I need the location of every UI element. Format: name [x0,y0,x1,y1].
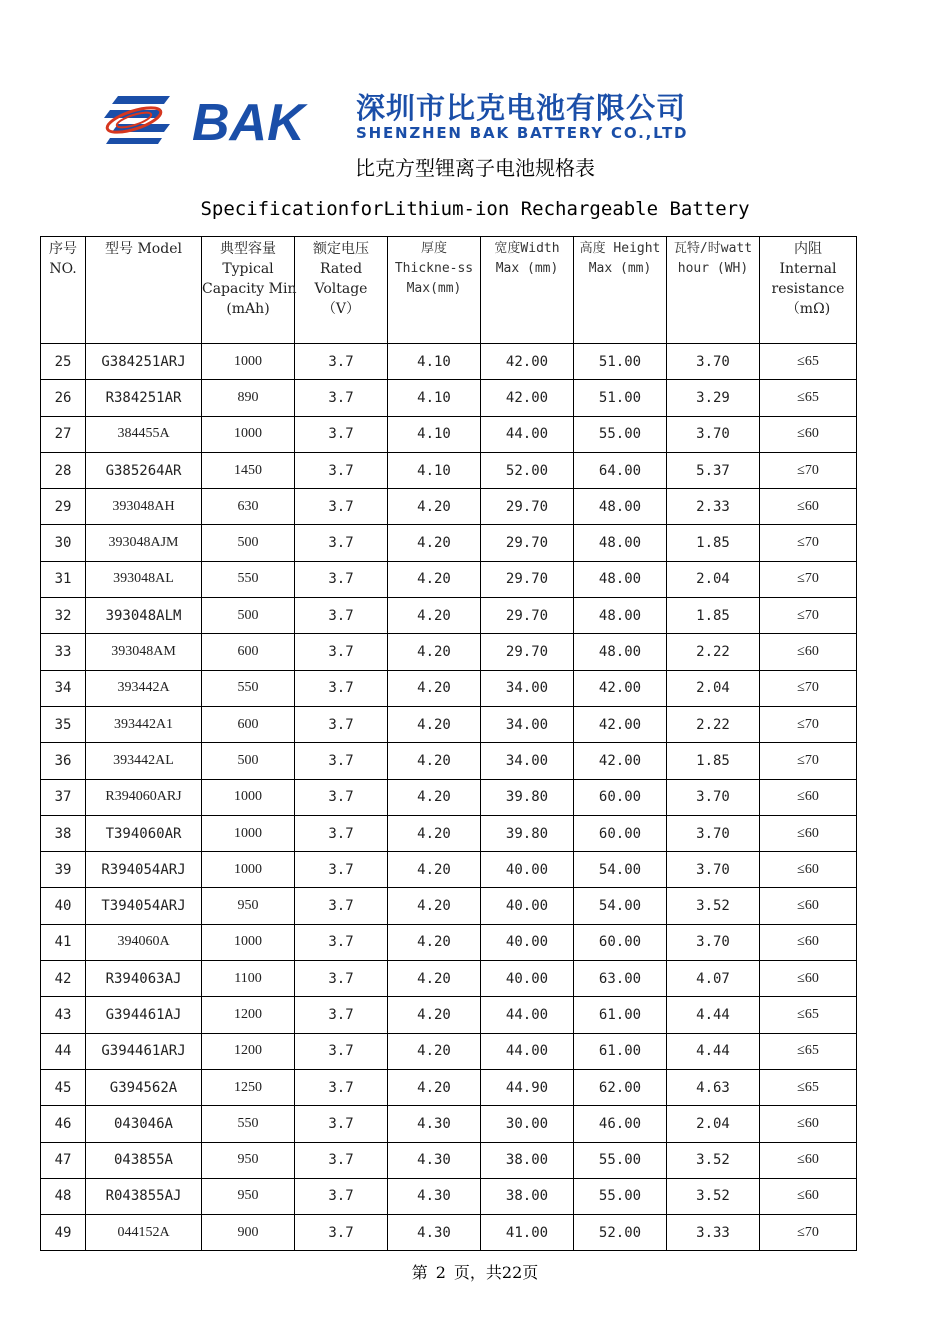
table-cell: 42.00 [574,706,667,742]
column-header-line: Max (mm) [495,261,559,276]
table-cell: ≤70 [760,561,857,597]
table-row [41,1106,857,1142]
table-cell: 3.7 [295,706,388,742]
table-cell: 4.20 [388,489,481,525]
table-cell: 4.30 [388,1178,481,1214]
table-cell: 2.22 [667,706,760,742]
table-cell: 4.20 [388,961,481,997]
table-cell: 4.30 [388,1142,481,1178]
table-cell: 900 [202,1215,295,1251]
table-row [41,1178,857,1214]
table-cell: 3.7 [295,344,388,380]
table-cell: 1.85 [667,525,760,561]
table-cell: 3.7 [295,489,388,525]
company-name-en: SHENZHEN BAK BATTERY CO.,LTD [356,124,689,142]
table-cell: 4.10 [388,416,481,452]
table-cell: 34.00 [481,670,574,706]
table-cell: 34.00 [481,706,574,742]
table-cell: ≤65 [760,380,857,416]
table-cell: 4.20 [388,1069,481,1105]
table-cell: 51.00 [574,344,667,380]
table-cell: 40.00 [481,961,574,997]
table-cell: 1250 [202,1069,295,1105]
table-cell: T394060AR [86,815,202,851]
table-cell: 4.30 [388,1215,481,1251]
table-cell: T394054ARJ [86,888,202,924]
table-cell: 4.20 [388,670,481,706]
table-row [41,1069,857,1105]
table-cell: 3.52 [667,1178,760,1214]
table-cell: 393048AJM [86,525,202,561]
table-cell: 4.20 [388,924,481,960]
table-cell: 49 [41,1215,86,1251]
table-cell: 55.00 [574,416,667,452]
table-cell: 60.00 [574,779,667,815]
table-cell: 3.7 [295,779,388,815]
table-cell: 1000 [202,779,295,815]
table-cell: 27 [41,416,86,452]
table-row [41,997,857,1033]
table-cell: G394461ARJ [86,1033,202,1069]
company-name-cn: 深圳市比克电池有限公司 [356,91,687,125]
table-cell: R394054ARJ [86,852,202,888]
table-cell: ≤60 [760,888,857,924]
table-cell: 48.00 [574,634,667,670]
table-cell: 950 [202,1178,295,1214]
table-cell: 3.33 [667,1215,760,1251]
table-row [41,525,857,561]
footer-page-number: 2 [435,1263,446,1282]
table-cell: 62.00 [574,1069,667,1105]
table-cell: 39.80 [481,779,574,815]
table-cell: 60.00 [574,924,667,960]
table-cell: 38.00 [481,1178,574,1214]
column-header-4 [388,237,481,344]
table-cell: 48.00 [574,525,667,561]
table-cell: 384455A [86,416,202,452]
table-cell: 3.7 [295,852,388,888]
table-cell: 1200 [202,997,295,1033]
table-cell: 1000 [202,815,295,851]
table-cell: G385264AR [86,452,202,488]
table-cell: ≤60 [760,1106,857,1142]
footer-prefix: 第 [411,1263,428,1282]
table-cell: 42.00 [481,380,574,416]
table-cell: 42.00 [574,670,667,706]
column-header-line: hour (WH) [677,261,749,276]
table-cell: 3.7 [295,1106,388,1142]
table-cell: 393442A [86,670,202,706]
table-cell: 43 [41,997,86,1033]
table-cell: 3.7 [295,634,388,670]
table-cell: 38.00 [481,1142,574,1178]
table-cell: 3.70 [667,344,760,380]
table-cell: 3.70 [667,815,760,851]
table-cell: 950 [202,888,295,924]
table-cell: ≤65 [760,1069,857,1105]
table-row [41,561,857,597]
table-cell: G394562A [86,1069,202,1105]
table-cell: R394060ARJ [86,779,202,815]
table-cell: 500 [202,525,295,561]
table-cell: 4.20 [388,525,481,561]
table-cell: 39.80 [481,815,574,851]
column-header-line: (mAh) [226,301,270,317]
table-cell: 40 [41,888,86,924]
document-title-en: SpecificationforLithium-ion Rechargeable Battery [200,198,750,220]
table-cell: 1.85 [667,743,760,779]
table-cell: 52.00 [574,1215,667,1251]
table-cell: 3.7 [295,815,388,851]
table-cell: ≤65 [760,344,857,380]
page-footer [0,1262,950,1284]
column-header-line: （mΩ) [785,301,831,317]
table-cell: 3.70 [667,924,760,960]
table-cell: 3.70 [667,779,760,815]
table-cell: 51.00 [574,380,667,416]
table-cell: 4.44 [667,1033,760,1069]
table-cell: 61.00 [574,997,667,1033]
column-header-6 [574,237,667,344]
table-cell: 44.00 [481,997,574,1033]
column-header-line: 高度 Height [579,241,661,256]
table-cell: 3.70 [667,852,760,888]
table-cell: 3.7 [295,1142,388,1178]
table-cell: 3.7 [295,997,388,1033]
table-cell: 3.7 [295,1178,388,1214]
table-cell: 25 [41,344,86,380]
column-header-line: Voltage [314,281,368,297]
table-cell: ≤70 [760,1215,857,1251]
column-header-5 [481,237,574,344]
table-cell: 3.7 [295,561,388,597]
table-cell: 043855A [86,1142,202,1178]
table-cell: ≤60 [760,489,857,525]
table-row [41,779,857,815]
table-cell: 29 [41,489,86,525]
table-cell: 1.85 [667,598,760,634]
table-cell: 4.07 [667,961,760,997]
table-body [41,344,857,1251]
table-cell: 550 [202,670,295,706]
table-cell: ≤70 [760,598,857,634]
column-header-8 [760,237,857,344]
table-row [41,1142,857,1178]
column-header-line: Max (mm) [588,261,652,276]
column-header-line: Typical [222,261,274,277]
table-cell: ≤60 [760,1178,857,1214]
table-cell: ≤70 [760,452,857,488]
table-cell: 35 [41,706,86,742]
table-cell: 48 [41,1178,86,1214]
table-cell: 55.00 [574,1178,667,1214]
table-cell: R384251AR [86,380,202,416]
table-cell: 1100 [202,961,295,997]
table-row [41,344,857,380]
table-cell: 3.7 [295,452,388,488]
table-cell: 45 [41,1069,86,1105]
table-cell: 3.52 [667,888,760,924]
table-cell: 600 [202,634,295,670]
table-cell: ≤70 [760,706,857,742]
table-cell: 61.00 [574,1033,667,1069]
table-cell: 5.37 [667,452,760,488]
table-row [41,489,857,525]
table-cell: 393048AH [86,489,202,525]
table-cell: 2.33 [667,489,760,525]
table-cell: 46 [41,1106,86,1142]
table-row [41,1033,857,1069]
table-cell: 3.7 [295,743,388,779]
table-row [41,452,857,488]
table-cell: 3.52 [667,1142,760,1178]
table-cell: 4.20 [388,852,481,888]
table-cell: 3.70 [667,416,760,452]
table-cell: 1000 [202,416,295,452]
table-cell: 29.70 [481,561,574,597]
table-cell: 4.10 [388,452,481,488]
column-header-line: Internal [779,261,837,277]
table-cell: 38 [41,815,86,851]
table-cell: 41 [41,924,86,960]
table-cell: 32 [41,598,86,634]
table-cell: 4.30 [388,1106,481,1142]
footer-suffix: 页，共22页 [453,1263,539,1282]
column-header-line: Rated [319,261,363,277]
table-cell: R394063AJ [86,961,202,997]
table-cell: 1000 [202,344,295,380]
table-cell: ≤60 [760,961,857,997]
table-cell: 393048AM [86,634,202,670]
column-header-2 [202,237,295,344]
table-cell: 4.20 [388,888,481,924]
table-cell: 600 [202,706,295,742]
column-header-line: 厚度 [420,241,447,256]
table-cell: 3.7 [295,1215,388,1251]
table-row [41,598,857,634]
table-row [41,380,857,416]
bak-logo [100,90,330,146]
table-cell: 550 [202,561,295,597]
table-cell: 4.20 [388,779,481,815]
table-cell: 4.20 [388,743,481,779]
table-cell: ≤60 [760,852,857,888]
column-header-line: 宽度Width [494,241,560,256]
table-cell: 4.20 [388,1033,481,1069]
letterhead [0,88,950,148]
table-cell: 3.7 [295,598,388,634]
bak-logo-text: BAK [192,94,305,146]
table-cell: 950 [202,1142,295,1178]
table-cell: 40.00 [481,852,574,888]
table-cell: 3.7 [295,961,388,997]
table-cell: 393442A1 [86,706,202,742]
column-header-1 [86,237,202,344]
table-cell: 4.20 [388,997,481,1033]
table-cell: 60.00 [574,815,667,851]
table-cell: ≤60 [760,924,857,960]
table-row [41,706,857,742]
table-cell: 500 [202,743,295,779]
column-header-7 [667,237,760,344]
table-cell: 47 [41,1142,86,1178]
table-cell: 48.00 [574,489,667,525]
table-cell: ≤70 [760,670,857,706]
table-cell: 4.20 [388,561,481,597]
table-cell: 3.7 [295,525,388,561]
column-header-line: 内阻 [794,241,822,257]
column-header-3 [295,237,388,344]
table-cell: 550 [202,1106,295,1142]
table-row [41,670,857,706]
table-cell: 33 [41,634,86,670]
table-cell: 40.00 [481,924,574,960]
column-header-line: Max(mm) [406,281,462,296]
table-cell: 393048AL [86,561,202,597]
table-cell: 4.44 [667,997,760,1033]
table-cell: 54.00 [574,888,667,924]
table-cell: 2.04 [667,1106,760,1142]
table-cell: 630 [202,489,295,525]
table-cell: 29.70 [481,634,574,670]
column-header-line: （V） [321,301,361,317]
table-cell: 1000 [202,924,295,960]
table-cell: 3.7 [295,924,388,960]
table-cell: 39 [41,852,86,888]
table-row [41,961,857,997]
table-cell: 48.00 [574,598,667,634]
table-cell: 44.00 [481,416,574,452]
column-header-line: Thickne-ss [394,261,474,276]
table-cell: 30 [41,525,86,561]
table-cell: 34.00 [481,743,574,779]
table-cell: 4.20 [388,706,481,742]
column-header-line: 典型容量 [220,241,276,257]
table-row [41,815,857,851]
column-header-line: 序号 [49,241,77,257]
column-header-line: NO. [49,261,77,277]
table-row [41,743,857,779]
table-cell: 42 [41,961,86,997]
table-cell: 42.00 [481,344,574,380]
table-cell: 44.00 [481,1033,574,1069]
table-cell: 3.29 [667,380,760,416]
table-cell: 3.7 [295,670,388,706]
table-cell: ≤60 [760,815,857,851]
table-cell: 29.70 [481,489,574,525]
table-cell: 2.04 [667,561,760,597]
table-cell: ≤60 [760,779,857,815]
table-cell: 41.00 [481,1215,574,1251]
specification-table [40,236,857,1251]
table-cell: 29.70 [481,525,574,561]
table-cell: 64.00 [574,452,667,488]
table-cell: 28 [41,452,86,488]
table-cell: 37 [41,779,86,815]
table-cell: 46.00 [574,1106,667,1142]
table-row [41,1215,857,1251]
table-cell: 4.20 [388,598,481,634]
table-cell: 043046A [86,1106,202,1142]
table-row [41,634,857,670]
table-cell: 1000 [202,852,295,888]
table-cell: 044152A [86,1215,202,1251]
table-cell: 44.90 [481,1069,574,1105]
table-row [41,924,857,960]
table-cell: 42.00 [574,743,667,779]
table-cell: 393048ALM [86,598,202,634]
table-cell: 394060A [86,924,202,960]
column-header-line: resistance [771,281,845,297]
table-cell: R043855AJ [86,1178,202,1214]
table-cell: 31 [41,561,86,597]
table-cell: 4.20 [388,634,481,670]
table-cell: 890 [202,380,295,416]
table-cell: 2.22 [667,634,760,670]
column-header-line: 额定电压 [313,241,369,257]
column-header-line: Capacity Min [202,281,297,297]
table-cell: 63.00 [574,961,667,997]
table-cell: ≤65 [760,1033,857,1069]
table-cell: 1200 [202,1033,295,1069]
table-cell: 4.20 [388,815,481,851]
bak-emblem-icon [104,96,170,144]
table-cell: 1450 [202,452,295,488]
table-cell: 54.00 [574,852,667,888]
table-cell: 3.7 [295,1033,388,1069]
table-cell: 3.7 [295,416,388,452]
table-row [41,416,857,452]
column-header-line: 瓦特/时watt [673,241,753,256]
document-title-cn: 比克方型锂离子电池规格表 [355,156,595,180]
table-cell: ≤70 [760,743,857,779]
column-header-line: 型号 Model [105,241,182,257]
table-cell: 4.10 [388,380,481,416]
table-cell: 2.04 [667,670,760,706]
table-cell: 4.10 [388,344,481,380]
table-row [41,852,857,888]
table-cell: 48.00 [574,561,667,597]
table-header-row [41,237,857,344]
table-cell: 4.63 [667,1069,760,1105]
table-cell: G394461AJ [86,997,202,1033]
table-cell: 52.00 [481,452,574,488]
table-cell: ≤60 [760,416,857,452]
table-cell: 55.00 [574,1142,667,1178]
table-cell: 3.7 [295,888,388,924]
table-cell: 393442AL [86,743,202,779]
table-cell: ≤70 [760,525,857,561]
table-row [41,888,857,924]
table-cell: ≤60 [760,634,857,670]
table-cell: 26 [41,380,86,416]
table-cell: 500 [202,598,295,634]
table-cell: 40.00 [481,888,574,924]
company-name-block [356,92,856,144]
table-cell: 44 [41,1033,86,1069]
table-cell: 30.00 [481,1106,574,1142]
table-cell: 34 [41,670,86,706]
table-cell: 3.7 [295,1069,388,1105]
table-cell: ≤65 [760,997,857,1033]
table-cell: G384251ARJ [86,344,202,380]
table-cell: 29.70 [481,598,574,634]
column-header-0 [41,237,86,344]
table-cell: 36 [41,743,86,779]
table-cell: 3.7 [295,380,388,416]
table-cell: ≤60 [760,1142,857,1178]
